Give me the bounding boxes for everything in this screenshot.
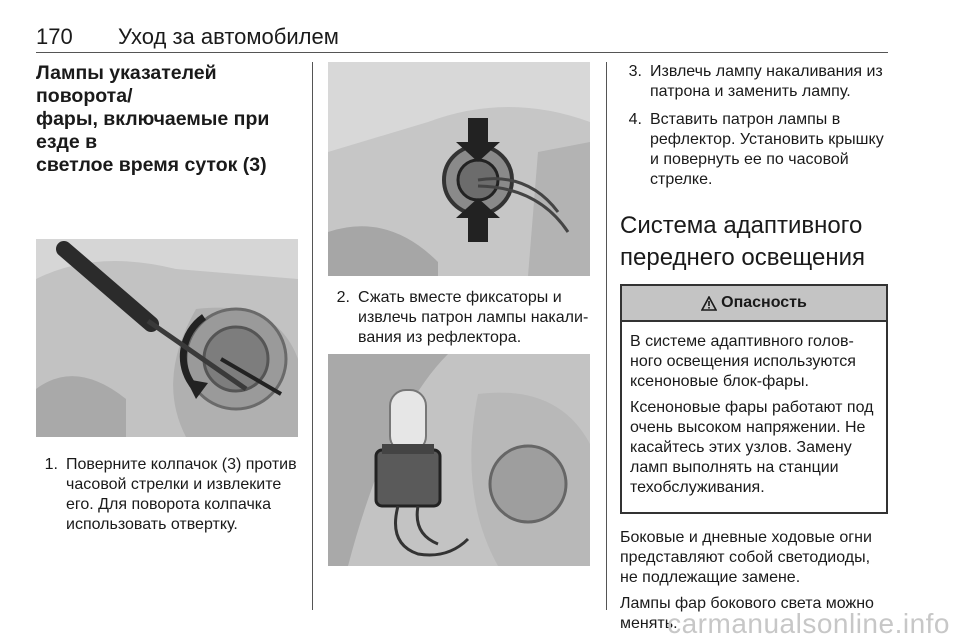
warning-header	[622, 286, 886, 322]
column-3	[620, 62, 888, 634]
figure-bulb-holder	[328, 354, 590, 566]
step-3: 3. Извлечь лампу накаливания из патрона и заменить лампу.	[628, 63, 883, 100]
page-header	[36, 22, 888, 53]
step-4: 4. Вставить патрон лампы в рефлектор. Установить крышку и повернуть ее по часовой стрелке.	[628, 111, 884, 188]
column-1	[36, 62, 298, 535]
chapter-title: Уход за автомобилем	[118, 24, 339, 49]
watermark: carmanualsonline.info	[667, 608, 950, 639]
column-divider-2	[606, 62, 607, 610]
page-number: 170	[36, 24, 73, 49]
step-1: 1. Поверните колпачок (3) против часовой стрелки и извлеките его. Для поворота колпачка использовать отвертку.	[44, 456, 297, 533]
figure-lamp-holder-arrows	[328, 62, 590, 276]
section-title-turn-signals: Лампы указателей поворота/ фары, включаемые при езде в светлое время суток (3)	[36, 62, 270, 176]
paragraph-led-lights: Боковые и дневные ходовые огни представляют собой светодиоды, не подлежащие замене.	[620, 529, 872, 586]
section-title-adaptive-lighting: Система адаптивного переднего освещения	[620, 212, 866, 271]
column-divider-1	[312, 62, 313, 610]
warning-box	[620, 284, 888, 514]
warning-paragraph-2: Ксеноновые фары работают под очень высоком напряжении. Не касайтесь этих узлов. Замену ламп выполнять на станции техобслуживания.	[630, 399, 874, 496]
warning-paragraph-1: В системе адаптивного голов- ного освещения используются ксеноновые блок-фары.	[630, 333, 856, 390]
warning-triangle-icon	[701, 296, 717, 311]
figure-screwdriver-cap	[36, 239, 298, 437]
warning-title: Опасность	[721, 294, 807, 311]
paragraph-side-lamps: Лампы фар бокового света можно менять.	[620, 595, 874, 632]
column-2	[328, 62, 590, 566]
step-2: 2. Сжать вместе фиксаторы и извлечь патрон лампы накали- вания из рефлектора.	[336, 289, 589, 346]
warning-body	[622, 322, 886, 512]
